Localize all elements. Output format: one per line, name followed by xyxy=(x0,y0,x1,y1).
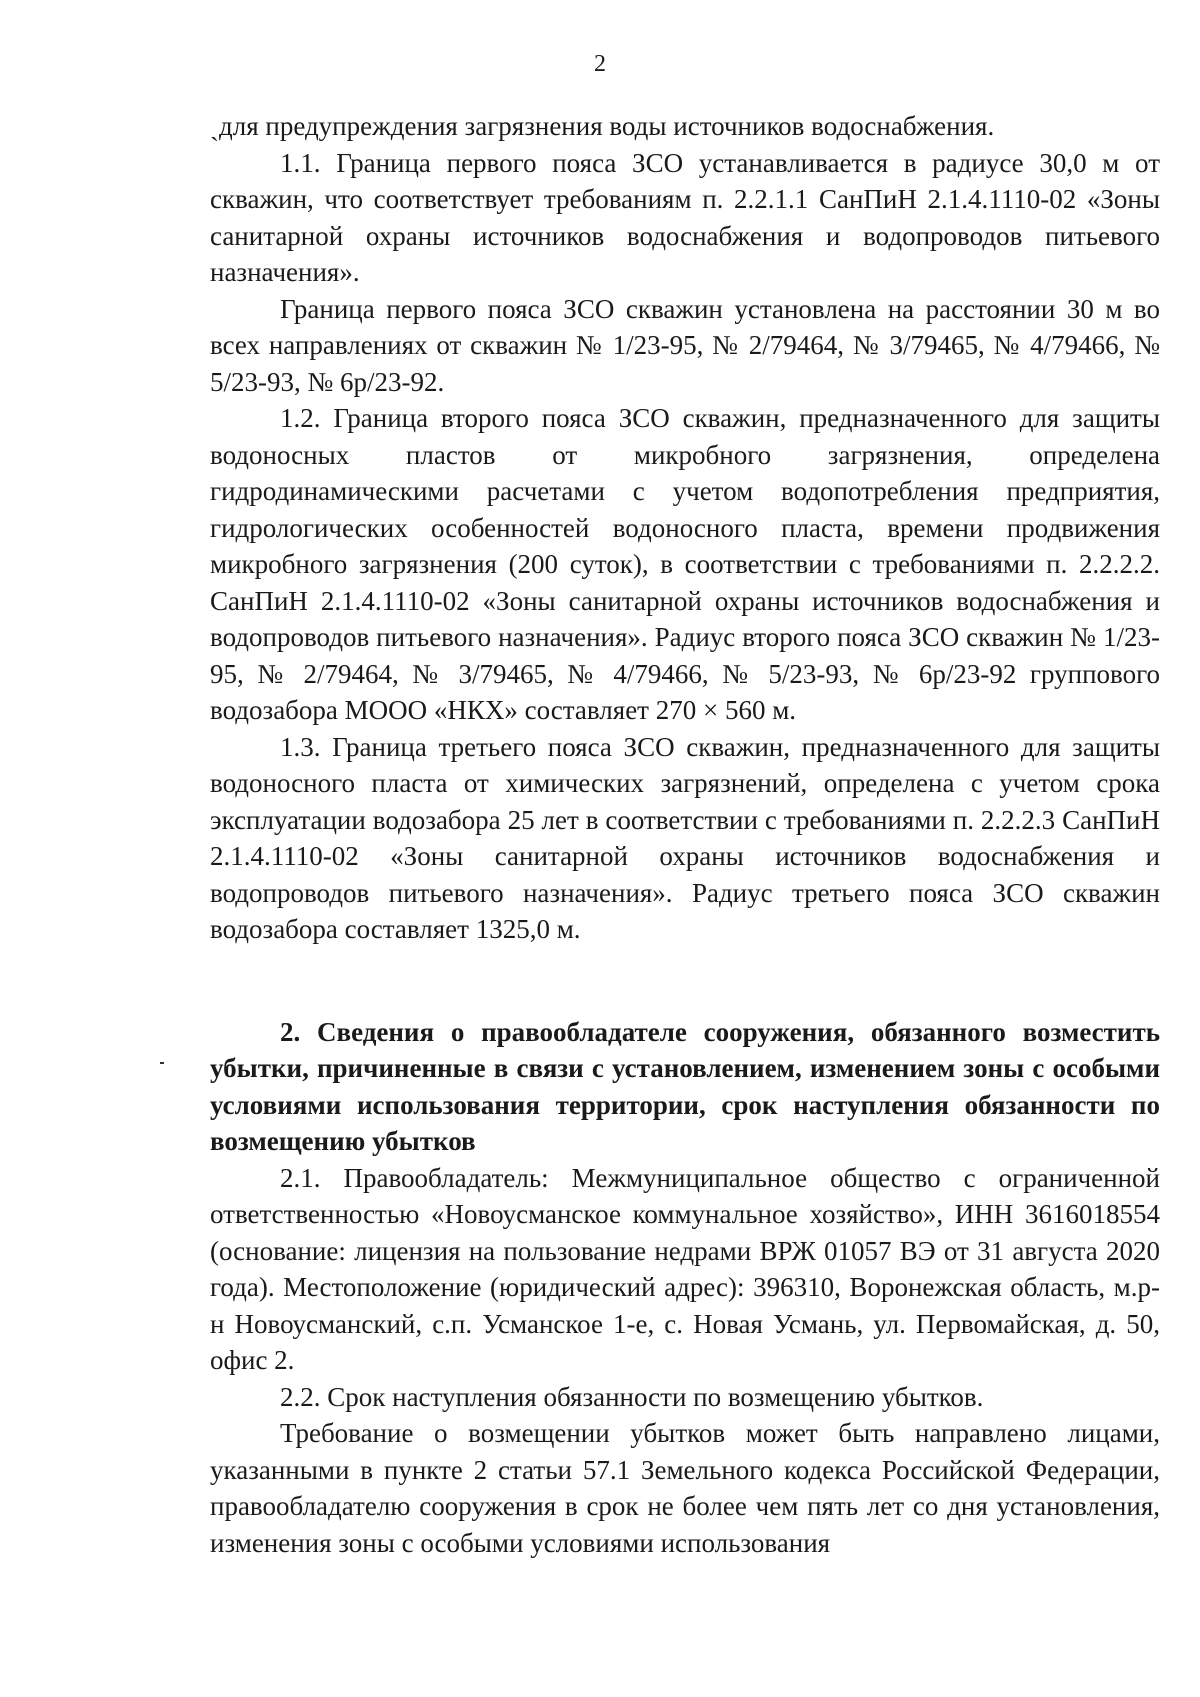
section-2-heading: 2. Сведения о правообладателе сооружения, обязанного возместить убытки, причиненные в связи с установлением, изменением зоны с особыми условиями использования территории, срок наступления обязанности по возмещению убытков xyxy=(210,1016,1160,1156)
margin-mark xyxy=(160,1062,164,1064)
paragraph-first-belt-boundary: Граница первого пояса ЗСО скважин установлена на расстоянии 30 м во всех направлениях от скважин № 1/23-95, № 2/79464, № 3/79465, № 4/79466, № 5/23-93, № 6р/23-92. xyxy=(210,293,1160,397)
paragraph-1-3: 1.3. Граница третьего пояса ЗСО скважин, предназначенного для защиты водоносного пласта от химических загрязнений, определена с учетом срока эксплуатации водозабора 25 лет в соответствии с требованиями п. 2.2.2.3 СанПиН 2.1.4.1110-02 «Зоны санитарной охраны источников водоснабжения и водопроводов питьевого назначения». Радиус третьего пояса ЗСО скважин водозабора составляет 1325,0 м. xyxy=(210,731,1160,944)
paragraph-continuation: ˏдля предупреждения загрязнения воды источников водоснабжения. xyxy=(210,111,995,141)
paragraph-1-1: 1.1. Граница первого пояса ЗСО устанавливается в радиусе 30,0 м от скважин, что соответствует требованиям п. 2.2.1.1 СанПиН 2.1.4.1110-02 «Зоны санитарной охраны источников водоснабжения и водопроводов питьевого назначения». xyxy=(210,147,1160,287)
paragraph-2-1: 2.1. Правообладатель: Межмуниципальное общество с ограниченной ответственностью «Новоусманское коммунальное хозяйство», ИНН 3616018554 (основание: лицензия на пользование недрами ВРЖ 01057 ВЭ от 31 августа 2020 года). Местоположение (юридический адрес): 396310, Воронежская область, м.р-н Новоусманский, с.п. Усманское 1-е, с. Новая Усмань, ул. Первомайская, д. 50, офис 2. xyxy=(210,1162,1160,1375)
paragraph-2-2: 2.2. Срок наступления обязанности по возмещению убытков. xyxy=(280,1381,984,1412)
paragraph-claim-requirement: Требование о возмещении убытков может быть направлено лицами, указанными в пункте 2 статьи 57.1 Земельного кодекса Российской Федерации, правообладателю сооружения в срок не более чем пять лет со дня установления, изменения зоны с особыми условиями использования xyxy=(210,1418,1160,1558)
section-gap xyxy=(210,948,1160,1014)
document-body xyxy=(210,108,1160,1561)
page-number: 2 xyxy=(594,51,606,77)
paragraph-1-2: 1.2. Граница второго пояса ЗСО скважин, предназначенного для защиты водоносных пластов от микробного загрязнения, определена гидродинамическими расчетами с учетом водопотребления предприятия, гидрологических особенностей водоносного пласта, времени продвижения микробного загрязнения (200 суток), в соответствии с требованиями п. 2.2.2.2. СанПиН 2.1.4.1110-02 «Зоны санитарной охраны источников водоснабжения и водопроводов питьевого назначения». Радиус второго пояса ЗСО скважин № 1/23-95, № 2/79464, № 3/79465, № 4/79466, № 5/23-93, № 6р/23-92 группового водозабора МООО «НКХ» составляет 270 × 560 м. xyxy=(210,403,1160,725)
